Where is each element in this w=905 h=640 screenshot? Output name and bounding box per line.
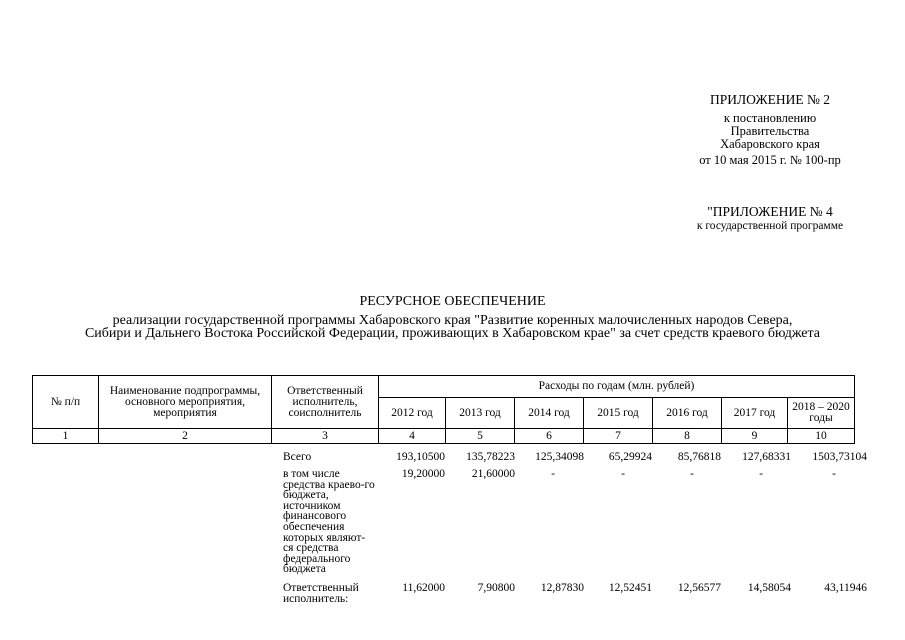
- row-value: 85,76818: [677, 451, 721, 463]
- row-value: 12,56577: [677, 582, 721, 594]
- column-number: 7: [584, 429, 653, 444]
- approval-date: от 10 мая 2015 г. № 100-пр: [699, 153, 841, 167]
- appendix4-title: "ПРИЛОЖЕНИЕ № 4: [707, 204, 833, 219]
- row-value: 1503,73104: [812, 451, 867, 463]
- appendix4-block: [670, 204, 870, 233]
- subtitle-line: реализации государственной программы Хабаровского края "Развитие коренных малочисленных народов Севера,: [112, 313, 793, 328]
- header-year: 2016 год: [653, 398, 722, 429]
- document-subtitle: [40, 314, 865, 340]
- approval-line: Хабаровского края: [720, 137, 820, 151]
- column-number: 4: [379, 429, 446, 444]
- approval-line: к постановлению: [723, 111, 817, 125]
- appendix-number: ПРИЛОЖЕНИЕ № 2: [709, 92, 831, 107]
- row-value: 11,62000: [402, 582, 445, 594]
- resource-table-header: [32, 375, 855, 444]
- row-value: -: [759, 468, 763, 480]
- header-year: 2013 год: [446, 398, 515, 429]
- column-number: 1: [33, 429, 99, 444]
- header-year: 2017 год: [722, 398, 788, 429]
- row-value: -: [690, 468, 694, 480]
- subtitle-line: Сибири и Дальнего Востока Российской Федерации, проживающих в Хабаровском крае" за счет средств краевого бюджета: [84, 326, 821, 341]
- row-value: 127,68331: [742, 451, 791, 463]
- row-value: 7,90800: [477, 582, 515, 594]
- header-expenses: Расходы по годам (млн. рублей): [379, 376, 855, 398]
- column-number: 5: [446, 429, 515, 444]
- column-number: 6: [515, 429, 584, 444]
- row-value: 21,60000: [471, 468, 515, 480]
- row-value: 135,78223: [466, 451, 515, 463]
- row-label: Ответственный исполнитель:: [283, 582, 359, 605]
- row-value: 43,11946: [824, 582, 867, 594]
- row-label: Всего: [283, 451, 312, 463]
- row-value: 12,87830: [540, 582, 584, 594]
- document-title: РЕСУРСНОЕ ОБЕСПЕЧЕНИЕ: [359, 294, 546, 309]
- column-number: 8: [653, 429, 722, 444]
- row-value: 19,20000: [401, 468, 445, 480]
- row-value: 12,52451: [608, 582, 652, 594]
- row-value: -: [621, 468, 625, 480]
- row-value: 193,10500: [396, 451, 445, 463]
- row-value: -: [551, 468, 555, 480]
- approval-line: Правительства: [730, 124, 810, 138]
- row-value: 125,34098: [535, 451, 584, 463]
- header-year: 2018 – 2020 годы: [788, 398, 855, 429]
- row-label: в том числе средства краево-го бюджета, источником финансового обеспечения которых являют-ся средства федерального бюджета: [283, 468, 375, 576]
- header-name: Наименование подпрограммы, основного мероприятия, мероприятия: [99, 376, 272, 429]
- row-value: -: [832, 468, 836, 480]
- row-value: 65,29924: [608, 451, 652, 463]
- header-year: 2015 год: [584, 398, 653, 429]
- column-number: 9: [722, 429, 788, 444]
- column-number: 10: [788, 429, 855, 444]
- header-executor: Ответственный исполнитель, соисполнитель: [272, 376, 379, 429]
- column-number: 2: [99, 429, 272, 444]
- approval-block: [670, 91, 870, 167]
- row-value: 14,58054: [747, 582, 791, 594]
- header-year: 2012 год: [379, 398, 446, 429]
- appendix4-subtitle: к государственной программе: [696, 220, 844, 232]
- header-num: № п/п: [33, 376, 99, 429]
- header-year: 2014 год: [515, 398, 584, 429]
- column-number: 3: [272, 429, 379, 444]
